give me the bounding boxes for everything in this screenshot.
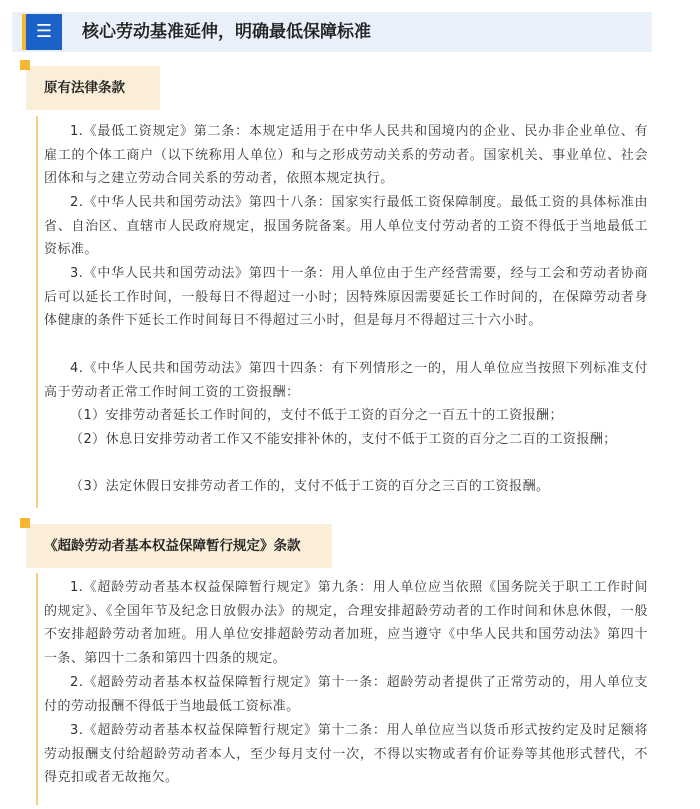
- section-label-text: 原有法律条款: [44, 80, 125, 96]
- clause-paragraph: （2）休息日安排劳动者工作又不能安排补休的，支付不低于工资的百分之二百的工资报酬；: [70, 432, 617, 447]
- menu-icon: ☰: [22, 14, 62, 50]
- clause-paragraph: 1.《最低工资规定》第二条：本规定适用于在中华人民共和国境内的企业、民办非企业单位、有雇工的个体工商户（以下统称用人单位）和与之形成劳动关系的劳动者。国家机关、事业单位、社会团体和与之建立劳动合同关系的劳动者，依照本规定执行。: [44, 124, 648, 187]
- section-header: [12, 12, 652, 52]
- corner-accent: [20, 60, 30, 70]
- page-title: 核心劳动基准延伸，明确最低保障标准: [82, 22, 371, 42]
- clause-paragraph: 2.《超龄劳动者基本权益保障暂行规定》第十一条：超龄劳动者提供了正常劳动的，用人单位支付的劳动报酬不得低于当地最低工资标准。: [44, 675, 648, 714]
- section-body-elderly-worker-rules: [36, 573, 648, 805]
- clause-paragraph: 4.《中华人民共和国劳动法》第四十四条：有下列情形之一的，用人单位应当按照下列标准支付高于劳动者正常工作时间工资的工资报酬：: [44, 361, 648, 400]
- clause-paragraph: （3）法定休假日安排劳动者工作的，支付不低于工资的百分之三百的工资报酬。: [70, 479, 550, 494]
- clause-paragraph: 3.《中华人民共和国劳动法》第四十一条：用人单位由于生产经营需要，经与工会和劳动者协商后可以延长工作时间，一般每日不得超过一小时；因特殊原因需要延长工作时间的，在保障劳动者身体健康的条件下延长工作时间每日不得超过三小时，但是每月不得超过三十六小时。: [44, 266, 648, 329]
- section-label-elderly-worker-rules: [26, 524, 332, 568]
- corner-accent: [20, 518, 30, 528]
- clause-paragraph: （1）安排劳动者延长工作时间的，支付不低于工资的百分之一百五十的工资报酬；: [70, 408, 563, 423]
- clause-paragraph: 2.《中华人民共和国劳动法》第四十八条：国家实行最低工资保障制度。最低工资的具体标准由省、自治区、直辖市人民政府规定，报国务院备案。用人单位支付劳动者的工资不得低于当地最低工资标准。: [44, 195, 648, 258]
- section-label-original-law: [26, 66, 160, 110]
- section-label-text: 《超龄劳动者基本权益保障暂行规定》条款: [44, 538, 301, 554]
- clause-paragraph: 3.《超龄劳动者基本权益保障暂行规定》第十二条：用人单位应当以货币形式按约定及时足额将劳动报酬支付给超龄劳动者本人，至少每月支付一次，不得以实物或者有价证券等其他形式替代，不得克扣或者无故拖欠。: [44, 723, 648, 786]
- section-body-original-law: [36, 116, 648, 508]
- clause-paragraph: 1.《超龄劳动者基本权益保障暂行规定》第九条：用人单位应当依照《国务院关于职工工作时间的规定》、《全国年节及纪念日放假办法》的规定，合理安排超龄劳动者的工作时间和休息休假，一般不安排超龄劳动者加班。用人单位安排超龄劳动者加班，应当遵守《中华人民共和国劳动法》第四十一条、第四十二条和第四十四条的规定。: [44, 580, 648, 666]
